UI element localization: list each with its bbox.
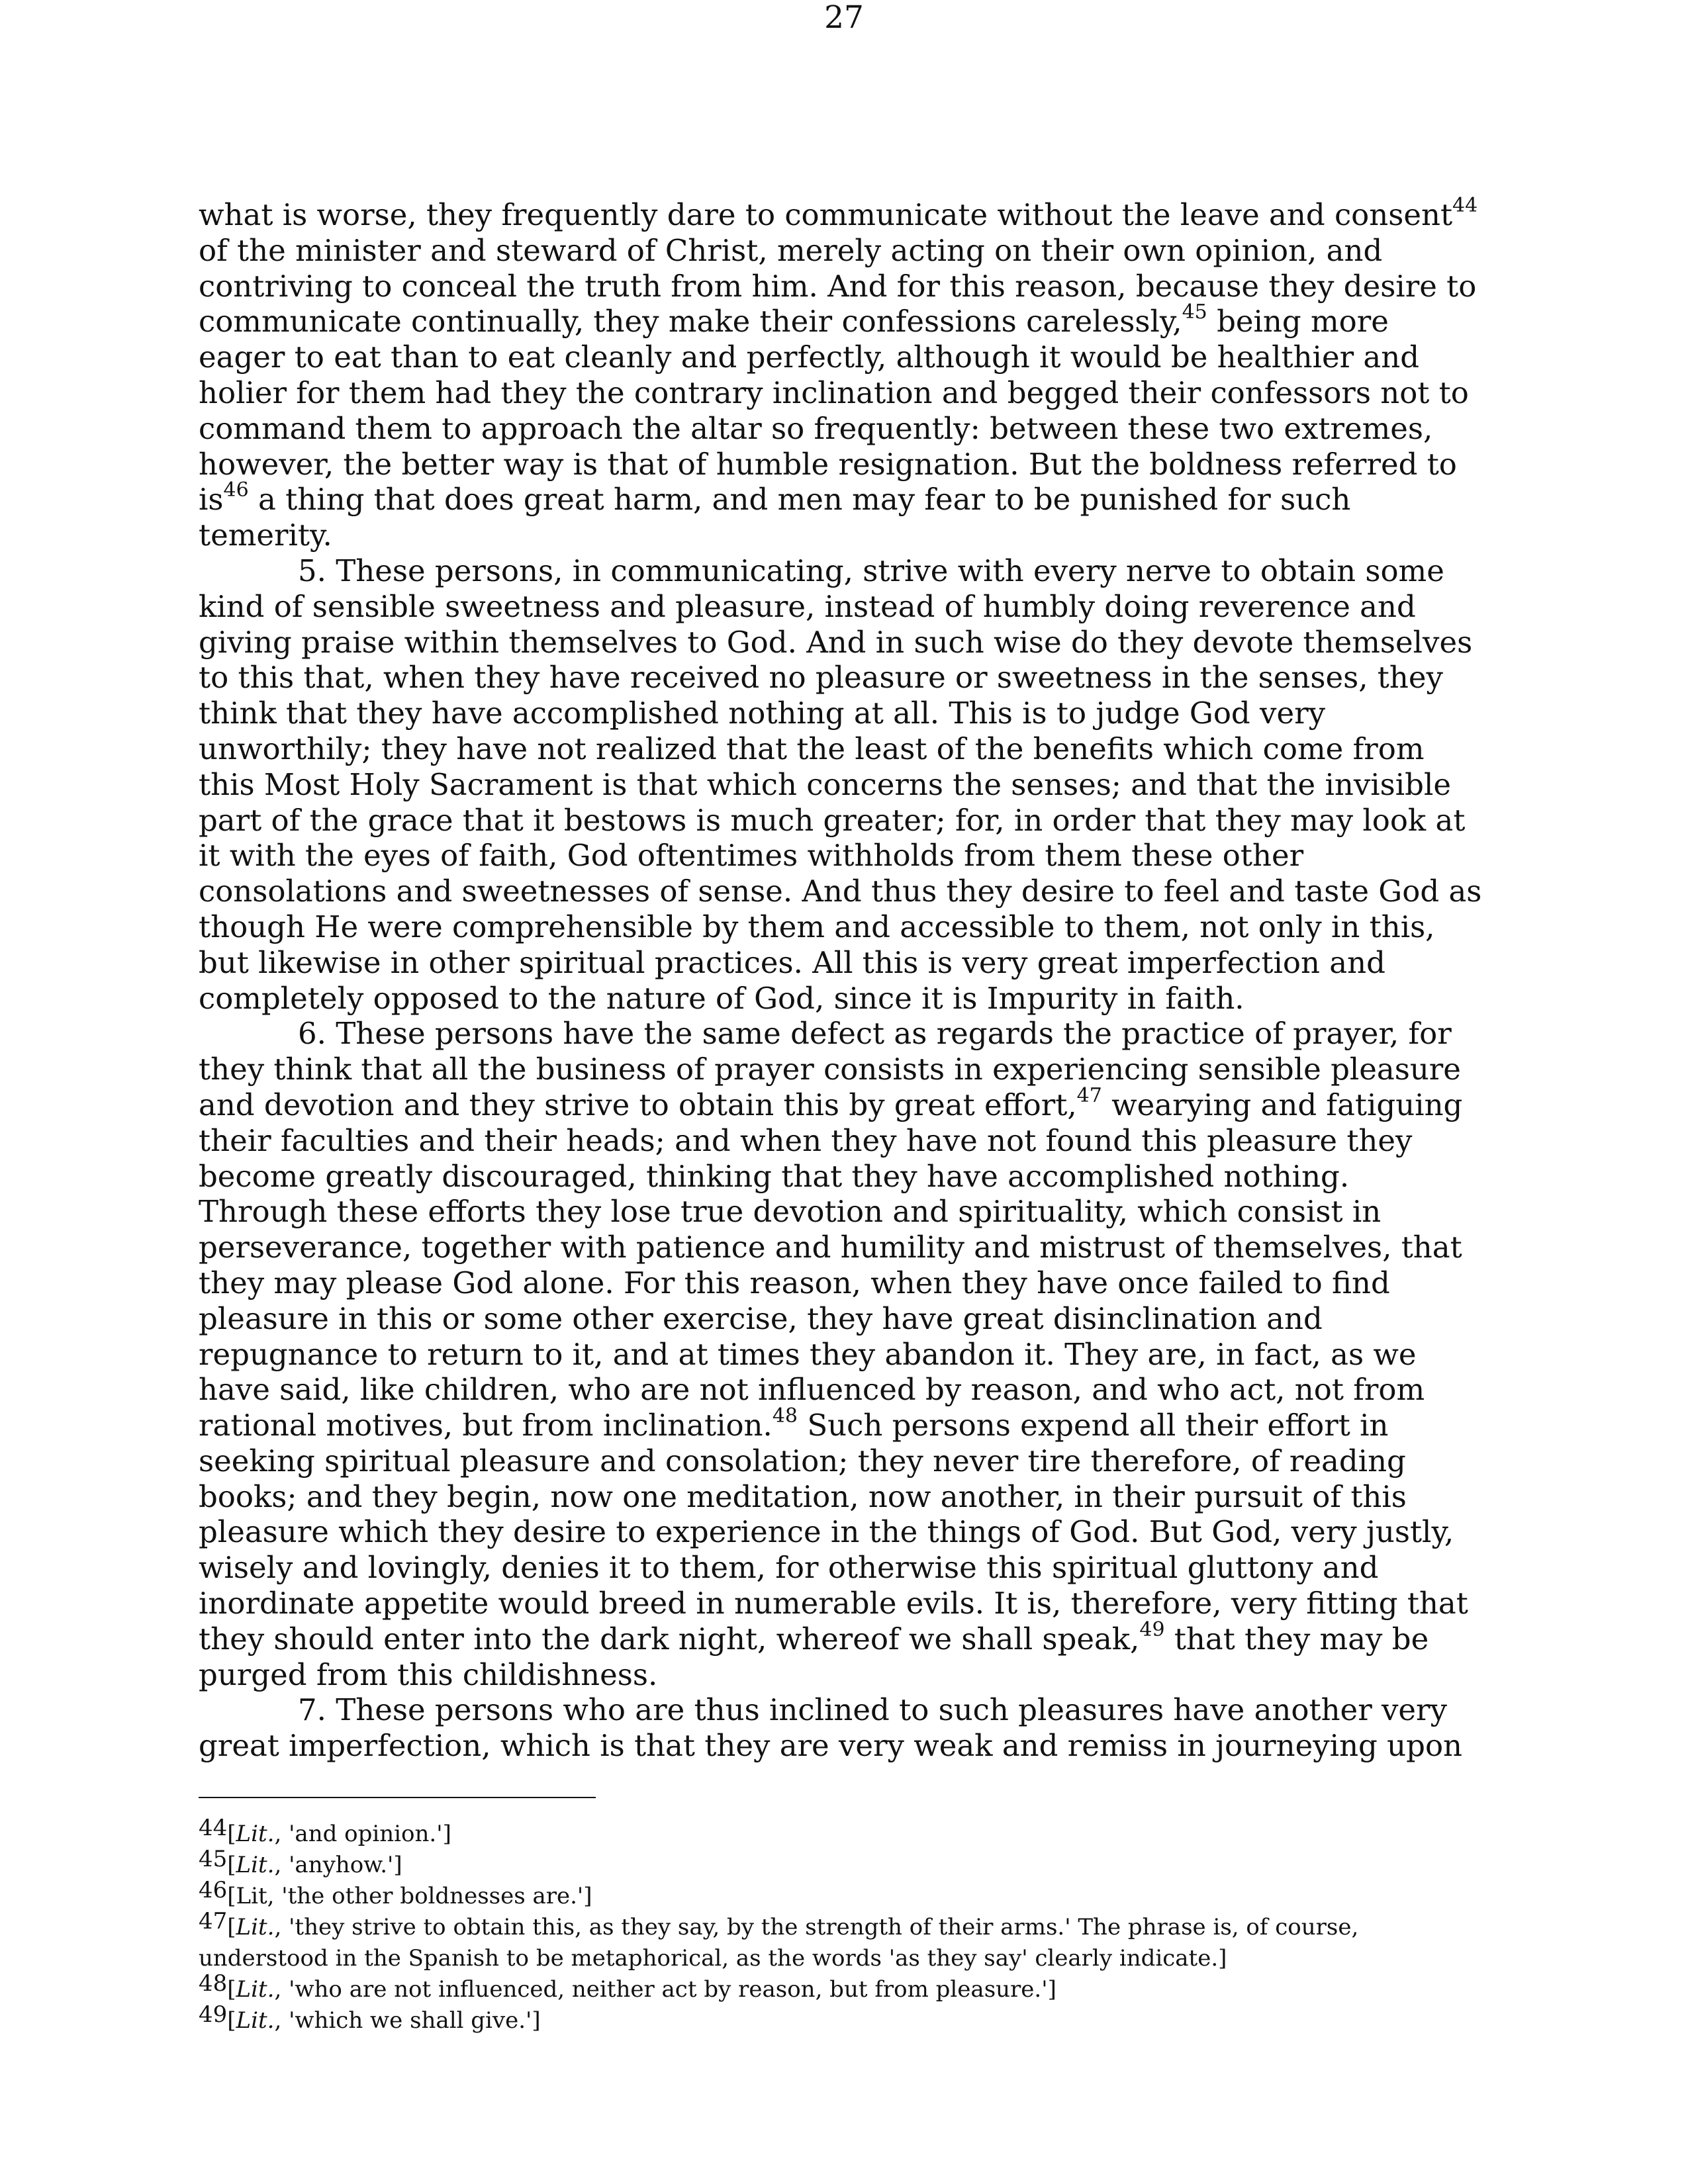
- body-line-text: Through these efforts they lose true devotion and spirituality, which consist in: [199, 1194, 1382, 1230]
- footnote-reference: 48: [772, 1404, 798, 1428]
- body-line-text: giving praise within themselves to God. And in such wise do they devote themselves: [199, 624, 1473, 660]
- body-line-text: 6. These persons have the same defect as regards the practice of prayer, for: [298, 1016, 1452, 1052]
- body-line: [199, 411, 1489, 447]
- footnote-reference: 46: [223, 478, 249, 502]
- body-line: [199, 1479, 1489, 1515]
- body-line-text: this Most Holy Sacrament is that which concerns the senses; and that the invisible: [199, 766, 1451, 802]
- body-line-text: of the minister and steward of Christ, merely acting on their own opinion, and: [199, 232, 1383, 268]
- footnote-number: 47: [199, 1908, 228, 1934]
- body-line-text: think that they have accomplished nothing at all. This is to judge God very: [199, 696, 1326, 731]
- body-line: [199, 1550, 1489, 1586]
- body-line-text: perseverance, together with patience and humility and mistrust of themselves, that: [199, 1230, 1462, 1265]
- body-line-text: 7. These persons who are thus inclined to such pleasures have another very: [298, 1692, 1447, 1728]
- body-line-text: have said, like children, who are not influenced by reason, and who act, not from: [199, 1372, 1425, 1408]
- body-line: [199, 1083, 1489, 1123]
- body-line: [199, 1372, 1489, 1408]
- body-line: [199, 945, 1489, 981]
- footnote: [199, 1908, 1489, 1943]
- body-line-text: contriving to conceal the truth from him. And for this reason, because they desire to: [199, 268, 1477, 304]
- footnote-reference: 45: [1182, 300, 1207, 324]
- body-line: [199, 660, 1489, 696]
- body-line: [199, 1692, 1489, 1728]
- body-line: [199, 767, 1489, 803]
- body-line: [199, 589, 1489, 625]
- body-line-text: completely opposed to the nature of God, since it is Impurity in faith.: [199, 980, 1244, 1016]
- footnote: [199, 1877, 1489, 1912]
- footnote-text: understood in the Spanish to be metaphorical, as the words 'as they say' clearly indicate.]: [199, 1945, 1227, 1972]
- body-line-text: pleasure in this or some other exercise, they have great disinclination and: [199, 1300, 1323, 1336]
- body-line-text: that they may be: [1164, 1621, 1429, 1657]
- body-line: [199, 731, 1489, 767]
- body-line: [199, 1123, 1489, 1159]
- footnote-text: , 'and opinion.']: [274, 1821, 451, 1847]
- footnote: [199, 1815, 1489, 1850]
- body-line-text: holier for them had they the contrary inclination and begged their confessors not to: [199, 375, 1469, 410]
- footnote: [199, 1970, 1489, 2005]
- body-line-text: inordinate appetite would breed in numerable evils. It is, therefore, very fitting that: [199, 1586, 1468, 1621]
- body-line-text: repugnance to return to it, and at times they abandon it. They are, in fact, as we: [199, 1336, 1417, 1372]
- body-line-text: they think that all the business of prayer consists in experiencing sensible pleasure: [199, 1052, 1461, 1087]
- body-line: [199, 909, 1489, 945]
- footnote-reference: 49: [1139, 1617, 1165, 1641]
- body-line-text: unworthily; they have not realized that the least of the benefits which come from: [199, 731, 1425, 766]
- body-line-text: great imperfection, which is that they are very weak and remiss in journeying upon: [199, 1728, 1463, 1764]
- footnote-number: 49: [199, 2001, 228, 2028]
- body-text: [199, 194, 1489, 1764]
- body-line-text: become greatly discouraged, thinking that they have accomplished nothing.: [199, 1158, 1350, 1194]
- body-line: [199, 233, 1489, 269]
- footnote-text: [: [227, 1976, 236, 2003]
- footnote-text: [: [227, 1914, 236, 1940]
- page-number: 27: [824, 0, 864, 36]
- footnote-lit: Lit.: [236, 2007, 275, 2034]
- body-line: [199, 874, 1489, 909]
- body-line-text: it with the eyes of faith, God oftentimes withholds from them these other: [199, 838, 1304, 874]
- footnote-reference: 47: [1076, 1083, 1102, 1107]
- body-line: [199, 1337, 1489, 1373]
- body-line-text: they may please God alone. For this reason, when they have once failed to find: [199, 1265, 1390, 1300]
- body-line: [199, 1016, 1489, 1052]
- body-line: [199, 1301, 1489, 1337]
- body-line-text: wearying and fatiguing: [1102, 1087, 1463, 1122]
- footnote-text: , 'which we shall give.']: [274, 2007, 541, 2034]
- body-line: [199, 1194, 1489, 1230]
- body-line-text: what is worse, they frequently dare to communicate without the leave and consent: [199, 197, 1453, 232]
- body-line-text: seeking spiritual pleasure and consolation; they never tire therefore, of reading: [199, 1443, 1406, 1479]
- body-line: [199, 1159, 1489, 1195]
- body-line: [199, 838, 1489, 874]
- body-line-text: however, the better way is that of humble resignation. But the boldness referred to: [199, 446, 1457, 482]
- footnote-number: 44: [199, 1815, 228, 1841]
- footnote-number: 45: [199, 1846, 228, 1872]
- body-line-text: eager to eat than to eat cleanly and perfectly, although it would be healthier and: [199, 340, 1420, 375]
- body-line: [199, 518, 1489, 553]
- footnote: [199, 1943, 1489, 1974]
- body-line: [199, 1230, 1489, 1265]
- footnotes: [199, 1815, 1489, 2036]
- footnote-reference: 44: [1452, 194, 1478, 217]
- body-line: [199, 1265, 1489, 1301]
- body-line: [199, 269, 1489, 304]
- body-line: [199, 447, 1489, 482]
- footnote-lit: Lit.: [236, 1821, 275, 1847]
- body-line-text: purged from this childishness.: [199, 1657, 658, 1692]
- body-line-text: though He were comprehensible by them and accessible to them, not only in this,: [199, 909, 1435, 944]
- footnote-text: [: [227, 2007, 236, 2034]
- body-line-text: communicate continually, they make their confessions carelessly,: [199, 304, 1182, 340]
- body-line: [199, 478, 1489, 518]
- footnote-text: [Lit, 'the other boldnesses are.']: [227, 1883, 592, 1909]
- body-line: [199, 696, 1489, 731]
- body-line-text: is: [199, 482, 224, 518]
- body-line: [199, 1657, 1489, 1693]
- body-line: [199, 1514, 1489, 1550]
- footnote-number: 48: [199, 1970, 228, 1997]
- body-line-text: a thing that does great harm, and men may fear to be punished for such: [248, 482, 1351, 518]
- body-line-text: and devotion and they strive to obtain this by great effort,: [199, 1087, 1077, 1122]
- body-line: [199, 1404, 1489, 1443]
- body-line: [199, 1617, 1489, 1657]
- body-line: [199, 194, 1489, 233]
- footnote-text: , 'who are not influenced, neither act by reason, but from pleasure.']: [274, 1976, 1056, 2003]
- footnote-text: [: [227, 1852, 236, 1878]
- footnote-text: [: [227, 1821, 236, 1847]
- body-line-text: books; and they begin, now one meditation, now another, in their pursuit of this: [199, 1479, 1407, 1514]
- body-line: [199, 1586, 1489, 1621]
- body-line: [199, 981, 1489, 1017]
- body-line-text: pleasure which they desire to experience in the things of God. But God, very justly,: [199, 1514, 1454, 1550]
- body-line-text: their faculties and their heads; and when they have not found this pleasure they: [199, 1122, 1413, 1158]
- body-line: [199, 1728, 1489, 1764]
- body-line-text: rational motives, but from inclination.: [199, 1408, 773, 1443]
- body-line-text: consolations and sweetnesses of sense. And thus they desire to feel and taste God as: [199, 874, 1482, 909]
- body-line-text: part of the grace that it bestows is much greater; for, in order that they may look at: [199, 802, 1466, 838]
- footnote-lit: Lit.: [236, 1852, 275, 1878]
- body-line-text: 5. These persons, in communicating, strive with every nerve to obtain some: [298, 553, 1444, 588]
- footnote-lit: Lit.: [236, 1914, 275, 1940]
- footnote-text: , 'anyhow.']: [274, 1852, 402, 1878]
- body-line: [199, 625, 1489, 660]
- footnote-number: 46: [199, 1877, 228, 1903]
- footnote-lit: Lit.: [236, 1976, 275, 2003]
- body-line-text: they should enter into the dark night, whereof we shall speak,: [199, 1621, 1140, 1657]
- body-line: [199, 375, 1489, 411]
- footnote: [199, 2001, 1489, 2036]
- body-line: [199, 300, 1489, 340]
- body-line-text: kind of sensible sweetness and pleasure, instead of humbly doing reverence and: [199, 588, 1416, 624]
- footnote: [199, 1846, 1489, 1881]
- body-line-text: but likewise in other spiritual practices. All this is very great imperfection and: [199, 944, 1385, 980]
- body-line-text: temerity.: [199, 518, 332, 553]
- body-line-text: being more: [1207, 304, 1389, 340]
- body-line: [199, 340, 1489, 375]
- body-line-text: wisely and lovingly, denies it to them, for otherwise this spiritual gluttony and: [199, 1550, 1379, 1586]
- footnote-divider: [199, 1797, 596, 1798]
- body-line-text: to this that, when they have received no pleasure or sweetness in the senses, they: [199, 660, 1443, 696]
- body-line: [199, 803, 1489, 839]
- body-line-text: Such persons expend all their effort in: [798, 1408, 1389, 1443]
- body-line: [199, 1443, 1489, 1479]
- body-line: [199, 1052, 1489, 1087]
- body-line-text: command them to approach the altar so frequently: between these two extremes,: [199, 410, 1433, 446]
- footnote-text: , 'they strive to obtain this, as they say, by the strength of their arms.' The phrase is, of course,: [274, 1914, 1359, 1940]
- body-line: [199, 553, 1489, 589]
